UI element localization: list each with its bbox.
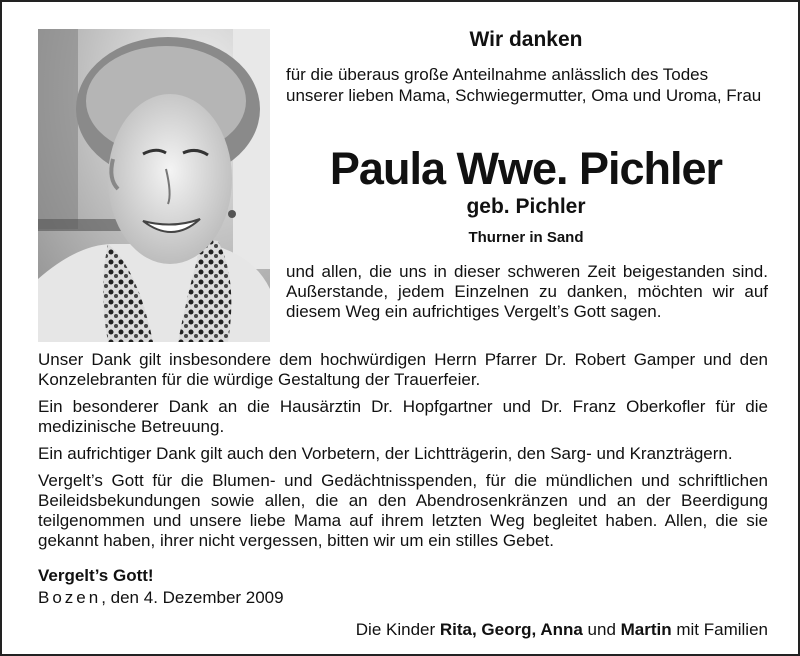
house-name: Thurner in Sand — [468, 229, 584, 246]
paragraph: Ein besonderer Dank an die Hausärztin Dr. Hopfgartner und Dr. Franz Oberkofler für die medizinische Betreuung. — [38, 397, 768, 436]
deceased-name: Paula Wwe. Pichler — [329, 143, 723, 194]
signature — [356, 620, 768, 640]
signature-prefix: Die Kinder — [355, 620, 440, 639]
thanks-paragraphs — [38, 350, 768, 558]
heading: Wir danken — [469, 28, 583, 51]
signature-names: Rita, Georg, Anna — [439, 620, 583, 639]
signature-und: und — [582, 620, 621, 639]
closing-line: Vergelt’s Gott! — [38, 566, 154, 585]
date: , den 4. Dezember 2009 — [101, 588, 284, 607]
paragraph: Vergelt’s Gott für die Blumen- und Gedächtnisspenden, für die mündlichen und schriftlichen Beileidsbekundungen sowie allen, die an den Abendrosenkränzen und an der Beerdigung teilgenommen und unsere liebe Mama auf ihrem letzten Weg begleitet haben. Allen, die sie gekannt haben, ihrer nicht vergessen, bitten wir um ein stilles Gebet. — [38, 471, 768, 550]
thanks-text: und allen, die uns in dieser schweren Zeit beigestanden sind. Außerstande, jedem Einzelnen zu danken, möchten wir auf diesem Weg ein aufrichtiges Vergelt’s Gott sagen. — [286, 262, 768, 321]
signature-name-last: Martin — [620, 620, 672, 639]
place-date — [38, 588, 284, 608]
intro-text: für die überaus große Anteilnahme anlässlich des Todes unserer lieben Mama, Schwiegermutter, Oma und Uroma, Frau — [286, 65, 762, 105]
place: Bozen — [38, 588, 102, 607]
signature-suffix: mit Familien — [671, 620, 768, 639]
paragraph: Unser Dank gilt insbesondere dem hochwürdigen Herrn Pfarrer Dr. Robert Gamper und den Konzelebranten für die würdige Gestaltung der Trauerfeier. — [38, 350, 768, 389]
portrait-photo — [38, 29, 270, 342]
paragraph: Ein aufrichtiger Dank gilt auch den Vorbetern, der Lichtträgerin, den Sarg- und Kranzträgern. — [38, 444, 733, 463]
birth-name: geb. Pichler — [466, 195, 586, 218]
